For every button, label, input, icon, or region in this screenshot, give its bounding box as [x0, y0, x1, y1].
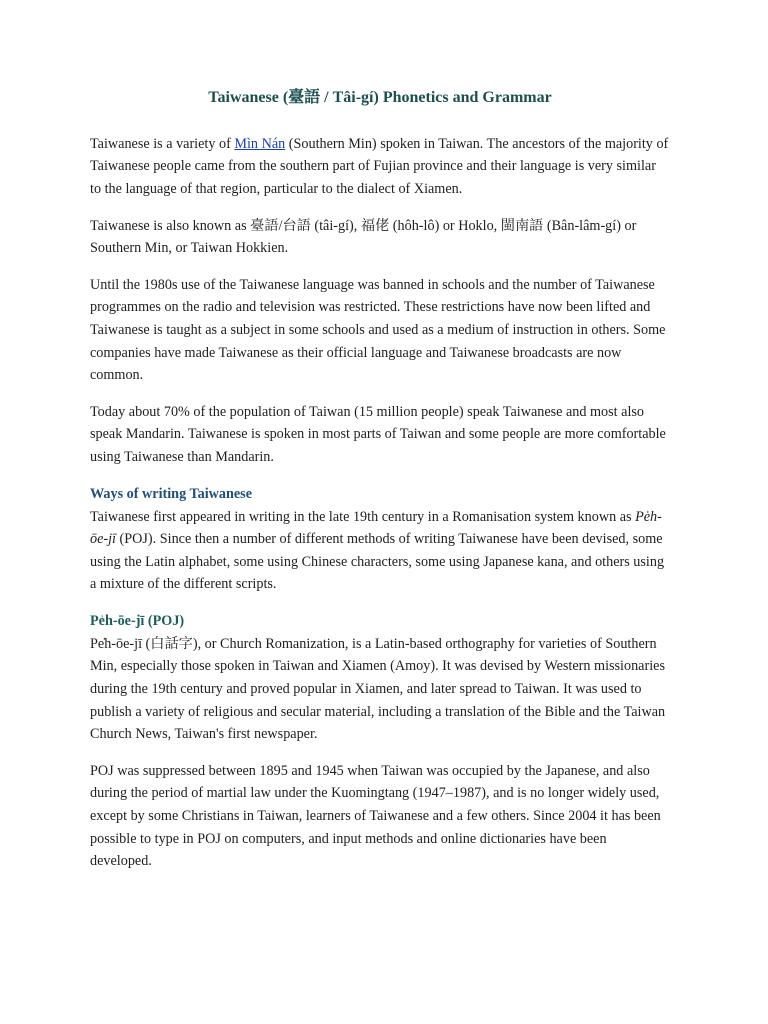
page-title: Taiwanese (臺語 / Tâi-gí) Phonetics and Grammar [208, 89, 552, 106]
poj-section-heading: Pe̍h-ōe-jī (POJ) [90, 612, 185, 629]
min-nan-link[interactable]: Mìn Nán [234, 135, 286, 152]
document-page [90, 88, 670, 887]
history-paragraph: Until the 1980s use of the Taiwanese language was banned in schools and the number of Taiwanese programmes on the radio and television was restricted. These restrictions have now been lifted and Taiwanese is taught as a subject in some schools and used as a medium of instruction in others. Some companies have made Taiwanese as their official language and Taiwanese broadcasts are now common. [90, 276, 666, 384]
writing-text-post: (POJ). Since then a number of different methods of writing Taiwanese have been devised, some using the Latin alphabet, some using Chinese characters, some using Japanese kana, and others using a mixture of the different scripts. [90, 531, 665, 593]
poj-paragraph: Pe̍h-ōe-jī (白話字), or Church Romanization, is a Latin-based orthography for varieties of Southern Min, especially those spoken in Taiwan and Xiamen (Amoy). It was devised by Western missionaries during the 19th century and proved popular in Xiamen, and later spread to Taiwan. It was used to publish a variety of religious and secular material, including a translation of the Bible and the Taiwan Church News, Taiwan's first newspaper. [90, 635, 666, 743]
intro-paragraph [90, 133, 670, 201]
suppression-paragraph: POJ was suppressed between 1895 and 1945 when Taiwan was occupied by the Japanese, and also during the period of martial law under the Kuomingtang (1947–1987), and is no longer widely used, except by some Christians in Taiwan, learners of Taiwanese and a few others. Since 2004 it has been possible to type in POJ on computers, and input methods and online dictionaries have been developed. [90, 762, 661, 870]
intro-text-post: (Southern Min) spoken in Taiwan. The ancestors of the majority of Taiwanese people came from the southern part of Fujian province and their language is very similar to the language of that region, particular to the dialect of Xiamen. [90, 135, 669, 197]
writing-section-heading: Ways of writing Taiwanese [90, 485, 252, 502]
today-paragraph: Today about 70% of the population of Taiwan (15 million people) speak Taiwanese and most also speak Mandarin. Taiwanese is spoken in most parts of Taiwan and some people are more comfortable using Taiwanese than Mandarin. [90, 403, 666, 465]
intro-text-pre: Taiwanese is a variety of [90, 135, 235, 152]
poj-italic-term: Pe̍h-ōe-jī [90, 508, 662, 548]
writing-paragraph [90, 506, 670, 596]
writing-text-pre: Taiwanese first appeared in writing in the late 19th century in a Romanisation system known as [90, 508, 636, 525]
aka-paragraph: Taiwanese is also known as 臺語/台語 (tâi-gí), 福佬 (hôh-lô) or Hoklo, 閩南語 (Bân-lâm-gí) or Southern Min, or Taiwan Hokkien. [90, 217, 637, 257]
